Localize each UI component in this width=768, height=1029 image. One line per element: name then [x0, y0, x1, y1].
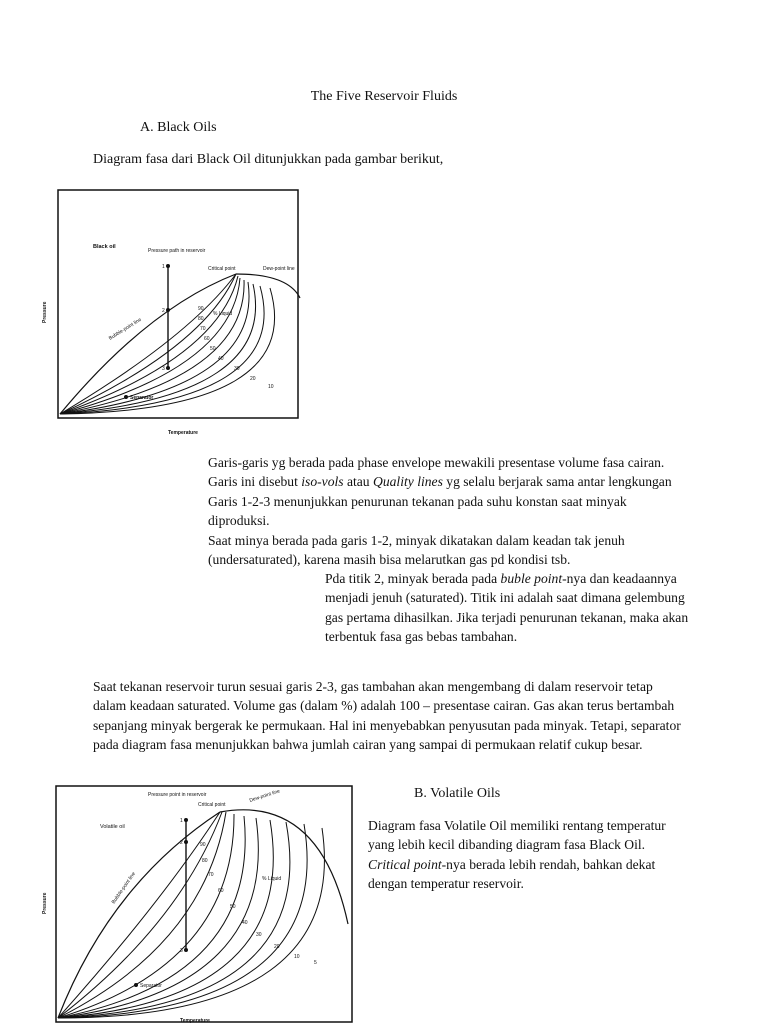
- paragraph-volatile-oil: Diagram fasa Volatile Oil memiliki rentang temperatur yang lebih kecil dibanding diagram fasa Black Oil. Critical point-nya berada lebih rendah, bahkan dekat dengan temperatur reservoir.: [368, 818, 666, 892]
- fig1-pressure-path: Pressure path in reservoir: [148, 248, 206, 254]
- fig2-isovol-label: 50: [230, 904, 236, 910]
- fig1-isovol-label: 20: [250, 376, 256, 382]
- fig1-isovol-label: 80: [198, 316, 204, 322]
- volatile-oil-phase-diagram: [30, 784, 360, 1024]
- fig2-isovol-label: 70: [208, 872, 214, 878]
- fig1-point-2: 2: [162, 308, 165, 314]
- fig1-point-3: 3: [162, 366, 165, 372]
- fig1-isovol-label: 70: [200, 326, 206, 332]
- fig2-isovol-label: 80: [202, 858, 208, 864]
- fig2-isovol-label: 10: [294, 954, 300, 960]
- fig1-label: Black oil: [93, 244, 116, 250]
- fig2-point-1: 1: [180, 818, 183, 824]
- paragraph-pressure-drop: Saat tekanan reservoir turun sesuai garis 2-3, gas tambahan akan mengembang di dalam reservoir tetap dalam keadaan saturated. Volume gas (dalam %) adalah 100 – presentase cairan. Gas akan terus bertambah sepanjang minyak bergerak ke permukaan. Hal ini menyebabkan penyusutan pada minyak. Tetapi, separator pada diagram fasa menunjukkan bahwa jumlah cairan yang sampai di permukaan relatif cukup besar.: [93, 679, 681, 753]
- section-a-intro: Diagram fasa dari Black Oil ditunjukkan pada gambar berikut,: [93, 152, 444, 167]
- fig1-x-axis: Temperature: [168, 430, 198, 436]
- fig2-x-axis: Temperature: [180, 1018, 210, 1024]
- black-oil-phase-diagram: [38, 188, 320, 438]
- fig1-isovol-label: 90: [198, 306, 204, 312]
- fig2-dew-point: Dew-point line: [248, 788, 281, 804]
- fig1-bubble-point: Bubble-point line: [107, 316, 143, 342]
- fig2-pressure-path: Pressure point in reservoir: [148, 792, 207, 798]
- fig2-isovol-label: 90: [200, 842, 206, 848]
- fig2-isovol-label: 60: [218, 888, 224, 894]
- fig2-bubble-point: Bubble-point line: [110, 871, 138, 906]
- fig2-y-axis: Pressure: [42, 892, 48, 914]
- fig2-point-3: 3: [180, 948, 183, 954]
- paragraph-isovols: Garis-garis yg berada pada phase envelope mewakili presentase volume fasa cairan. Garis ini disebut iso-vols atau Quality lines yg selalu berjarak sama antar lengkungan Garis 1-2-3 menunjukkan penurunan tekanan pada suhu konstan saat minyak diproduksi. Saat minya berada pada garis 1-2, minyak dikatakan dalam keadan tak jenuh (undersaturated), karena masih bisa melarutkan gas pd kondisi tsb.: [208, 455, 672, 568]
- section-a-heading: A. Black Oils: [140, 120, 217, 135]
- fig1-critical-point: Critical point: [208, 266, 236, 272]
- fig1-liquid: % Liquid: [213, 311, 233, 317]
- fig2-point-2: 2: [180, 840, 183, 846]
- fig2-isovol-label: 20: [274, 944, 280, 950]
- fig2-critical-point: Critical point: [198, 802, 226, 808]
- fig1-dew-point: Dew-point line: [263, 266, 295, 272]
- fig2-separator: Separator: [140, 983, 162, 989]
- fig2-label: Volatile oil: [100, 824, 125, 830]
- section-b-heading: B. Volatile Oils: [414, 786, 501, 801]
- fig2-isovol-label: 30: [256, 932, 262, 938]
- page-title: The Five Reservoir Fluids: [310, 89, 458, 104]
- fig1-point-1: 1: [162, 264, 165, 270]
- fig1-isovol-label: 40: [218, 356, 224, 362]
- fig1-separator: Separator: [130, 395, 154, 401]
- fig1-y-axis: Pressure: [42, 301, 48, 323]
- fig2-isovol-label: 5: [314, 960, 317, 966]
- fig1-isovol-label: 50: [210, 346, 216, 352]
- paragraph-bubble-point: Pda titik 2, minyak berada pada buble point-nya dan keadaannya menjadi jenuh (saturated). Titik ini adalah saat dimana gelembung gas pertama dihasilkan. Jika terjadi penurunan tekanan, maka akan terbentuk fasa gas bebas tambahan.: [325, 571, 689, 645]
- fig1-isovol-label: 60: [204, 336, 210, 342]
- fig1-isovol-label: 10: [268, 384, 274, 390]
- fig1-isovol-label: 30: [234, 366, 240, 372]
- fig2-isovol-label: 40: [242, 920, 248, 926]
- fig2-liquid: % Liquid: [262, 876, 282, 882]
